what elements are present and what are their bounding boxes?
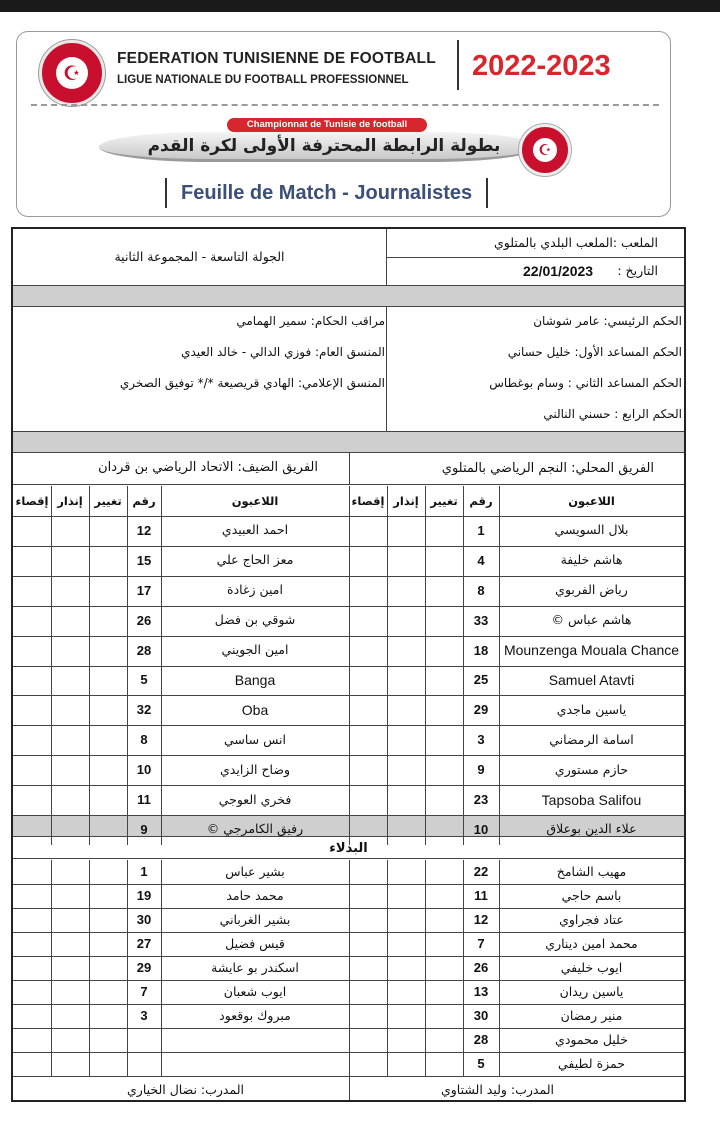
away-player-name: امين زغادة — [227, 582, 283, 598]
officials-block — [13, 307, 684, 431]
home-player-number: 4 — [477, 552, 485, 568]
header-divider — [457, 40, 459, 90]
away-player-number: 10 — [136, 762, 152, 778]
home-player-name: هاشم خليفة — [560, 552, 623, 568]
home-player-name: ياسين ريدان — [559, 983, 624, 999]
row-line — [13, 725, 684, 726]
home-player-number: 11 — [474, 888, 488, 903]
home-player-number: 12 — [473, 912, 489, 927]
column-line — [387, 860, 388, 1076]
away-player-number: 32 — [136, 702, 152, 718]
separator-bar — [13, 431, 684, 453]
away-player-number: 7 — [140, 984, 148, 999]
home-player-name: Tapsoba Salifou — [541, 791, 642, 808]
championship-logo — [519, 124, 571, 176]
row-line — [13, 576, 684, 577]
home-player-name: اسامة الرمضاني — [549, 731, 634, 747]
sheet-title: Feuille de Match - Journalistes — [165, 178, 488, 208]
away-player-number: 11 — [137, 792, 151, 808]
home-col-number: رقم — [469, 494, 493, 508]
row-line — [13, 636, 684, 637]
date-caption: التاريخ : — [617, 263, 658, 278]
away-player-number: 28 — [136, 642, 152, 658]
home-player-number: 28 — [473, 1032, 489, 1047]
home-col-expel: إقصاء — [351, 494, 385, 508]
home-player-name: حازم مستوري — [554, 761, 629, 777]
crescent-star-icon: ☪ — [63, 61, 81, 85]
home-player-number: 33 — [473, 612, 489, 628]
home-player-name: مهيب الشامخ — [556, 863, 627, 879]
home-player-name: منير رمضان — [560, 1007, 623, 1023]
home-player-name: محمد امين ديناري — [545, 935, 638, 951]
championship-ar: بطولة الرابطة المحترفة الأولى لكرة القدم — [147, 136, 501, 156]
home-player-number: 23 — [473, 792, 489, 808]
stadium-label: الملعب :الملعب البلدي بالمتلوي — [493, 235, 658, 250]
row-line — [13, 1052, 684, 1053]
away-team-label: الفريق الضيف: الاتحاد الرياضي بن قردان — [98, 460, 318, 475]
away-player-name: Oba — [241, 701, 269, 718]
home-player-name: حمزة لطيفي — [558, 1055, 625, 1071]
match-info — [13, 229, 684, 285]
home-player-number: 1 — [477, 522, 485, 538]
row-line — [13, 546, 684, 547]
away-col-sub: تغيير — [94, 494, 122, 508]
home-player-name: عتاد فجراوي — [559, 911, 624, 927]
home-player-number: 29 — [473, 702, 489, 718]
crescent-star-icon: ☪ — [538, 141, 552, 159]
row-line — [13, 815, 684, 816]
away-player-number: 29 — [136, 960, 152, 975]
row-line — [13, 785, 684, 786]
away-col-warn: إنذار — [57, 494, 83, 508]
column-line — [51, 860, 52, 1076]
column-line — [349, 860, 350, 1076]
federation-logo — [39, 40, 105, 106]
referee-observer: مراقب الحكام: سمير الهمامي — [236, 314, 385, 328]
row-line — [13, 666, 684, 667]
home-player-number: 5 — [477, 1056, 485, 1071]
assistant-referee-2: الحكم المساعد الثاني : وسام بوغطاس — [489, 376, 682, 390]
home-player-number: 30 — [473, 1008, 489, 1023]
away-player-name: بشير عباس — [225, 863, 285, 879]
away-player-number: 17 — [136, 582, 152, 598]
home-player-number: 7 — [477, 936, 485, 951]
away-player-number: 3 — [140, 1008, 148, 1023]
home-player-name: ياسين ماجدي — [556, 701, 627, 717]
away-player-number: 9 — [140, 821, 148, 837]
home-player-number: 26 — [473, 960, 489, 975]
home-player-name: هاشم عباس © — [551, 612, 632, 628]
away-player-name: Banga — [234, 671, 276, 688]
home-player-number: 18 — [473, 642, 489, 658]
away-player-number: 1 — [140, 864, 148, 879]
away-player-number: 19 — [136, 888, 152, 903]
away-player-name: امين الجويني — [221, 642, 289, 658]
away-player-name: اسكندر بو عايشة — [211, 959, 299, 975]
away-col-number: رقم — [132, 494, 156, 508]
away-player-name: ايوب شعبان — [223, 983, 287, 999]
home-team-label: الفريق المحلي: النجم الرياضي بالمتلوي — [441, 461, 654, 476]
away-col-players: اللاعبون — [231, 494, 279, 508]
away-player-name: معز الحاج علي — [216, 552, 294, 568]
away-player-name: رفيق الكامرجي © — [206, 821, 304, 837]
season: 2022-2023 — [472, 50, 611, 82]
away-col-expel: إقصاء — [15, 494, 49, 508]
home-player-number: 8 — [477, 582, 485, 598]
away-player-name: محمد حامد — [226, 887, 284, 903]
federation-name: FEDERATION TUNISIENNE DE FOOTBALL — [117, 50, 436, 67]
home-player-number: 25 — [473, 672, 489, 688]
fourth-official: الحكم الرابع : حسني النالني — [543, 407, 682, 421]
coaches-row — [13, 1076, 684, 1102]
away-player-number: 26 — [136, 612, 152, 628]
home-player-name: بلال السويسي — [554, 522, 629, 538]
home-player-number: 22 — [473, 864, 489, 879]
row-line — [13, 606, 684, 607]
referee: الحكم الرئيسي: عامر شوشان — [533, 314, 682, 328]
general-coordinator: المنسق العام: فوزي الدالي - خالد العيدي — [181, 345, 385, 359]
home-player-name: Samuel Atavti — [548, 671, 635, 688]
away-player-number: 15 — [136, 552, 152, 568]
home-player-name: رياض الفربوي — [555, 582, 628, 598]
championship-banner — [99, 118, 559, 164]
row-line — [13, 1004, 684, 1005]
column-line — [425, 860, 426, 1076]
away-player-number: 12 — [136, 522, 152, 538]
away-player-number: 30 — [136, 912, 152, 927]
away-player-name: قيس فضيل — [225, 935, 285, 951]
row-line — [13, 1028, 684, 1029]
away-coach: المدرب: نضال الخياري — [127, 1082, 244, 1097]
away-player-number: 8 — [140, 732, 148, 748]
home-coach: المدرب: وليد الشتاوي — [440, 1082, 554, 1097]
column-line — [89, 860, 90, 1076]
separator-bar — [13, 285, 684, 307]
away-player-name: انس ساسي — [223, 731, 287, 747]
media-coordinator: المنسق الإعلامي: الهادي قريصيعة */* توفيق الصخري — [119, 376, 385, 390]
match-date: 22/01/2023 — [523, 263, 594, 279]
row-line — [13, 956, 684, 957]
home-player-name: خليل محمودي — [555, 1031, 628, 1047]
home-player-number: 10 — [473, 821, 489, 837]
away-player-name: بشير الغرباني — [219, 911, 291, 927]
championship-fr: Championnat de Tunisie de football — [227, 118, 427, 132]
home-player-name: Mounzenga Mouala Chance — [503, 642, 680, 659]
away-player-name: شوقي بن فضل — [214, 612, 296, 628]
substitutes-title: البدلاء — [329, 841, 368, 856]
home-col-sub: تغيير — [430, 494, 458, 508]
status-strip — [0, 0, 720, 12]
away-player-name: فخري العوجي — [218, 791, 292, 807]
home-player-number: 9 — [477, 762, 485, 778]
row-line — [13, 755, 684, 756]
row-line — [13, 695, 684, 696]
row-line — [13, 932, 684, 933]
away-player-name: مبروك بوقعود — [219, 1007, 291, 1023]
away-player-name: احمد العبيدي — [221, 522, 289, 538]
home-player-name: علاء الدين بوعلاق — [546, 821, 637, 837]
match-sheet-table — [11, 227, 686, 1102]
row-line — [13, 908, 684, 909]
assistant-referee-1: الحكم المساعد الأول: خليل حساني — [507, 345, 682, 359]
away-player-number: 5 — [140, 672, 148, 688]
home-col-players: اللاعبون — [568, 494, 615, 508]
league-name: LIGUE NATIONALE DU FOOTBALL PROFESSIONNEL — [117, 74, 409, 86]
row-line — [13, 516, 684, 517]
row-line — [13, 980, 684, 981]
dashed-divider — [31, 104, 659, 106]
home-player-name: باسم حاجي — [561, 887, 622, 903]
round-label: الجولة التاسعة - المجموعة الثانية — [114, 249, 285, 264]
away-player-number: 27 — [136, 936, 152, 951]
home-player-number: 3 — [477, 732, 485, 748]
home-col-warn: إنذار — [393, 494, 419, 508]
team-headers — [13, 453, 684, 485]
away-player-name: وضاح الزايدي — [220, 761, 290, 777]
home-player-name: ايوب خليفي — [560, 959, 623, 975]
sheet-header — [16, 31, 671, 217]
home-player-number: 13 — [473, 984, 489, 999]
row-line — [13, 884, 684, 885]
